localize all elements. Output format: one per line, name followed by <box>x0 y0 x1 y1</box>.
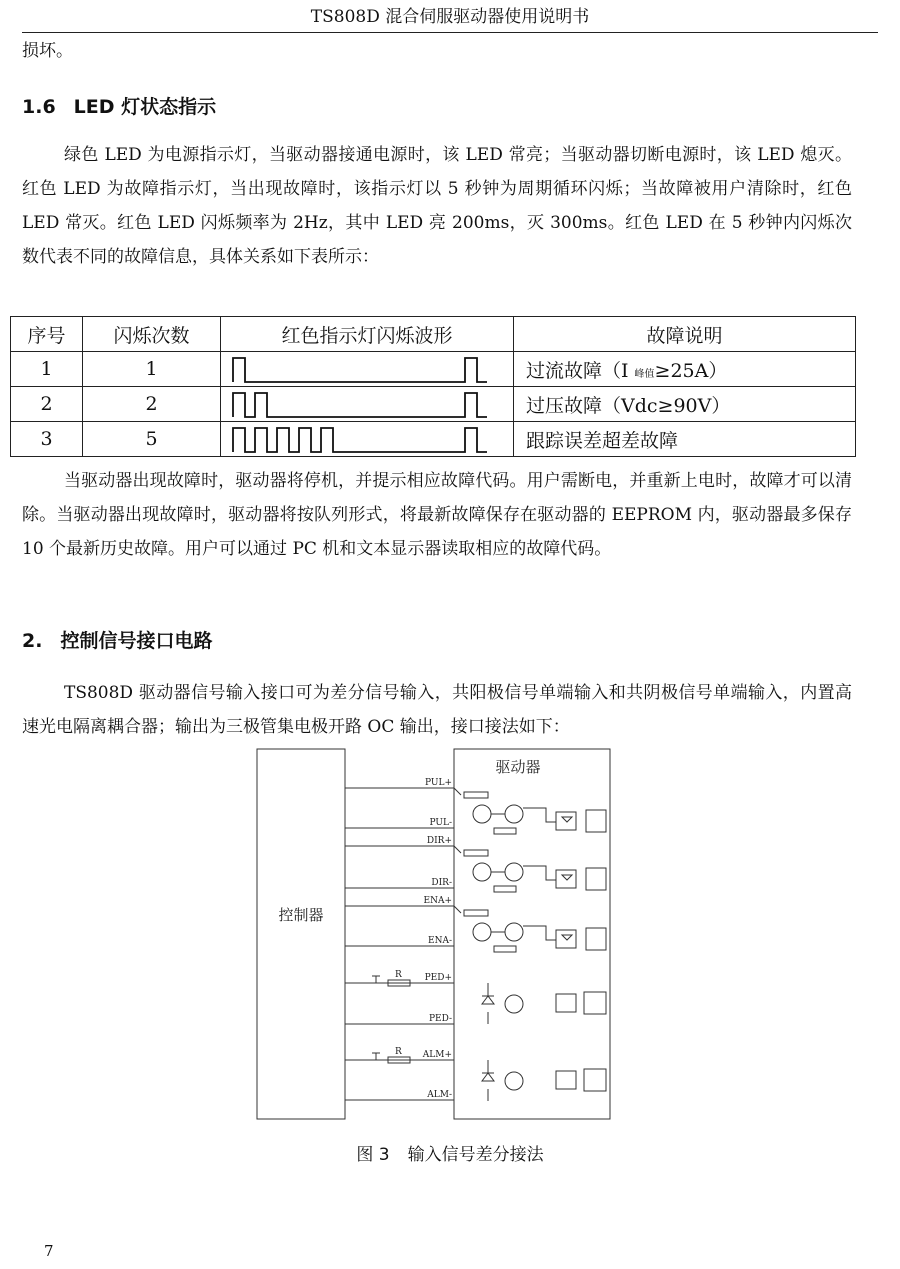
table-header-cell: 序号 <box>11 317 83 352</box>
table-header-row <box>11 317 856 352</box>
row-description <box>514 387 856 422</box>
continued-text: 损坏。 <box>22 41 73 61</box>
row-description <box>514 422 856 457</box>
fault-paragraph: 当驱动器出现故障时，驱动器将停机，并提示相应故障代码。用户需断电，并重新上电时，故障才可以清除。当驱动器出现故障时，驱动器将按队列形式，将最新故障保存在驱动器的 EEPROM 内，驱动器最多保存 10 个最新历史故障。用户可以通过 PC 机和文本显示器读取相应的故障代码。 <box>22 471 852 559</box>
controller-label: 控制器 <box>278 906 324 924</box>
row-flash-count: 2 <box>83 387 221 422</box>
section-title: 控制信号接口电路 <box>60 630 213 652</box>
signal-label: PED- <box>428 1014 452 1024</box>
waveform-cell <box>221 422 514 457</box>
section-number: 2. <box>22 630 43 652</box>
waveform-cell <box>221 352 514 387</box>
controller-box <box>257 749 345 1119</box>
interface-paragraph: TS808D 驱动器信号输入接口可为差分信号输入，共阳极信号单端输入和共阴极信号单端输入，内置高速光电隔离耦合器；输出为三极管集电极开路 OC 输出，接口接法如下： <box>22 683 852 737</box>
table-header-cell: 故障说明 <box>514 317 856 352</box>
driver-label: 驱动器 <box>495 758 541 776</box>
section-1-6-heading <box>22 92 216 119</box>
table-row <box>11 352 856 387</box>
row-description <box>514 352 856 387</box>
caption-text: 输入信号差分接法 <box>407 1145 544 1165</box>
section-number: 1.6 <box>22 96 56 118</box>
table-header-cell: 闪烁次数 <box>83 317 221 352</box>
flash-waveform <box>229 387 505 421</box>
section-2-heading <box>22 626 212 653</box>
signal-label: ALM- <box>427 1090 452 1100</box>
desc-text: 过流故障（I <box>526 359 635 382</box>
open-collector-output-block <box>372 976 606 1101</box>
page-header <box>22 0 878 33</box>
signal-label: DIR- <box>431 878 452 888</box>
header-title: TS808D 混合伺服驱动器使用说明书 <box>310 7 590 27</box>
signal-label: ALM+ <box>422 1050 452 1060</box>
table-header-cell: 红色指示灯闪烁波形 <box>221 317 514 352</box>
flash-waveform <box>229 352 505 386</box>
row-index: 1 <box>11 352 83 387</box>
desc-text: 过压故障（Vdc≥90V） <box>526 394 731 417</box>
differential-receiver-block <box>454 788 606 952</box>
waveform-cell <box>221 387 514 422</box>
table-row <box>11 387 856 422</box>
section-title: LED 灯状态指示 <box>73 96 217 118</box>
waveform-path <box>233 358 487 382</box>
resistor-label: R <box>395 1047 402 1057</box>
waveform-path <box>233 428 487 452</box>
row-index: 2 <box>11 387 83 422</box>
signal-label: ENA- <box>428 936 452 946</box>
led-paragraph: 绿色 LED 为电源指示灯，当驱动器接通电源时，该 LED 常亮；当驱动器切断电源时，该 LED 熄灭。红色 LED 为故障指示灯，当出现故障时，该指示灯以 5 秒钟为周期循环闪烁；当故障被用户清除时，红色 LED 常灭。红色 LED 闪烁频率为 2Hz，其中 LED 亮 200ms，灭 300ms。红色 LED 在 5 秒钟内闪烁次数代表不同的故障信息，具体关系如下表所示： <box>22 145 852 267</box>
led-fault-table <box>10 316 856 457</box>
figure-caption <box>0 1140 900 1165</box>
signal-label: PUL- <box>429 818 452 828</box>
desc-subscript: 峰值 <box>634 368 655 380</box>
driver-box <box>454 749 610 1119</box>
table-row <box>11 422 856 457</box>
waveform-path <box>233 393 487 417</box>
flash-waveform <box>229 422 505 456</box>
interface-circuit-diagram <box>256 748 612 1120</box>
signal-label: PED+ <box>424 973 452 983</box>
desc-text: 跟踪误差超差故障 <box>526 429 679 452</box>
caption-number: 图 3 <box>356 1145 390 1165</box>
signal-label: PUL+ <box>425 778 452 788</box>
signal-label: ENA+ <box>423 896 452 906</box>
page-number: 7 <box>44 1242 54 1260</box>
row-index: 3 <box>11 422 83 457</box>
row-flash-count: 1 <box>83 352 221 387</box>
row-flash-count: 5 <box>83 422 221 457</box>
resistor-label: R <box>395 970 402 980</box>
desc-suffix: ≥25A） <box>654 359 728 382</box>
signal-label: DIR+ <box>426 836 452 846</box>
